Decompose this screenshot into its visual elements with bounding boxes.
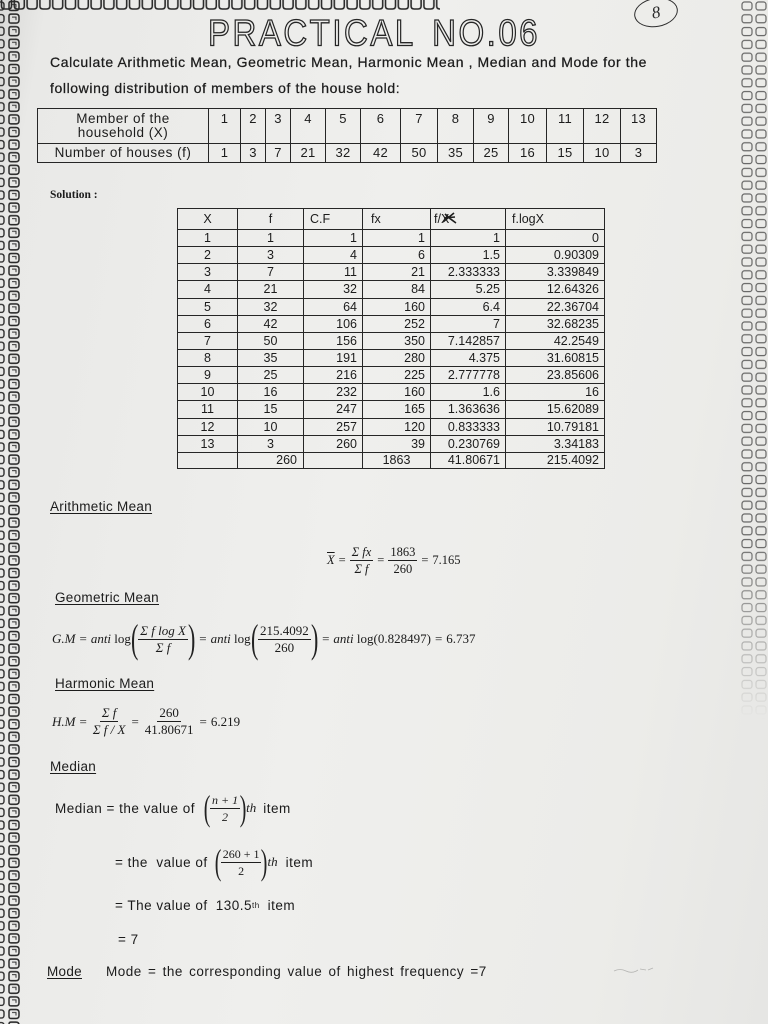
houses-value: 7 (266, 144, 291, 163)
cell-cf: 247 (304, 401, 363, 418)
table-row (178, 247, 605, 264)
pen-strike-mark (442, 210, 458, 226)
cell-fx: 6 (363, 247, 431, 264)
geometric-mean-formula (52, 618, 476, 660)
member-value: 5 (326, 109, 361, 144)
median-step-1 (55, 789, 291, 827)
fraction-denominator: 260 (393, 562, 413, 576)
member-label: Member of the household (X) (38, 109, 209, 144)
cell-x: 4 (178, 281, 238, 298)
table-row (178, 384, 605, 401)
cell-f-over-x: 1 (431, 230, 506, 247)
cell-f-log-x: 12.64326 (506, 281, 605, 298)
cell-f-over-x: 5.25 (431, 281, 506, 298)
cell-f-log-x: 0.90309 (506, 247, 605, 264)
cell-f: 15 (238, 401, 304, 418)
cell-x: 8 (178, 349, 238, 366)
cell-f-over-x: 0.833333 (431, 418, 506, 435)
cell-f: 10 (238, 418, 304, 435)
cell-f-over-x: 7 (431, 315, 506, 332)
cell-x: 12 (178, 418, 238, 435)
fraction-denominator: Σ f / X (92, 722, 126, 737)
houses-value: 32 (326, 144, 361, 163)
houses-value: 50 (401, 144, 438, 163)
arithmetic-mean-formula (327, 545, 461, 576)
item-label: item (285, 854, 314, 870)
question-line-1: Calculate Arithmetic Mean, Geometric Mean, Harmonic Mean , Median and Mode for the (50, 54, 648, 70)
cell-fx: 280 (363, 349, 431, 366)
cell-fx: 39 (363, 435, 431, 452)
cell-cf: 106 (304, 315, 363, 332)
cell-f-log-x: 16 (506, 384, 605, 401)
spiral-binding-left (0, 0, 30, 1024)
cell-cf: 32 (304, 281, 363, 298)
total-x (178, 452, 238, 468)
table-row (178, 315, 605, 332)
equals-sign: = (377, 553, 385, 567)
gm-symbol: G.M (52, 631, 76, 646)
member-value: 12 (584, 109, 621, 144)
equals-sign: = (421, 553, 429, 567)
median-step-3 (115, 898, 295, 913)
cell-f-log-x: 31.60815 (506, 349, 605, 366)
header-label: fx (371, 212, 381, 226)
houses-value: 25 (474, 144, 509, 163)
fraction-numerator: Σ fx (351, 545, 372, 559)
median-heading: Median (50, 759, 97, 774)
cell-cf: 260 (304, 435, 363, 452)
sum-fx-over-sum-f-fraction (350, 545, 374, 576)
median-step-2 (115, 843, 313, 881)
totals-row (178, 452, 605, 468)
houses-value: 16 (509, 144, 547, 163)
cell-cf: 156 (304, 332, 363, 349)
member-value: 8 (438, 109, 474, 144)
total-f-log-x: 215.4092 (506, 452, 605, 468)
member-value: 13 (621, 109, 657, 144)
cell-f-over-x: 2.333333 (431, 264, 506, 281)
marks-value: 8 (650, 1, 662, 23)
cell-f: 50 (238, 332, 304, 349)
cell-fx: 1 (363, 230, 431, 247)
member-value: 7 (401, 109, 438, 144)
total-fx: 1863 (363, 452, 431, 468)
cell-fx: 350 (363, 332, 431, 349)
mode-heading: Mode (47, 964, 82, 979)
harmonic-mean-formula (52, 706, 240, 737)
fraction-numerator: n + 1 (211, 792, 239, 807)
cell-x: 10 (178, 384, 238, 401)
total-f-over-x: 41.80671 (431, 452, 506, 468)
fraction-denominator: 41.80671 (144, 722, 194, 737)
cell-x: 13 (178, 435, 238, 452)
cell-cf: 4 (304, 247, 363, 264)
table-row (178, 435, 605, 452)
cell-cf: 257 (304, 418, 363, 435)
equals-sign: = (131, 713, 139, 729)
table-row (178, 418, 605, 435)
x-bar-symbol: $\overline{X}$ (327, 553, 335, 567)
cell-f-log-x: 15.62089 (506, 401, 605, 418)
arithmetic-mean-heading: Arithmetic Mean (50, 499, 153, 514)
spiral-binding-top (0, 0, 440, 11)
open-parenthesis: ( (250, 616, 259, 661)
table-row (178, 401, 605, 418)
cell-f-log-x: 32.68235 (506, 315, 605, 332)
houses-value: 42 (361, 144, 401, 163)
member-value: 4 (291, 109, 326, 144)
table-header-row (178, 209, 605, 230)
header-f-over-x (431, 209, 506, 230)
cell-f: 3 (238, 435, 304, 452)
anti-label: anti (210, 631, 231, 646)
header-label: f/X (434, 212, 450, 226)
cell-fx: 21 (363, 264, 431, 281)
values-fraction (221, 847, 262, 878)
cell-f-over-x: 0.230769 (431, 435, 506, 452)
median-result: = 7 (118, 932, 139, 947)
cell-cf: 11 (304, 264, 363, 281)
header-label: f.logX (512, 212, 544, 226)
fraction-numerator: Σ f log X (140, 622, 186, 638)
sum-flogx-over-sum-f-fraction (138, 624, 188, 655)
open-parenthesis: ( (130, 616, 139, 661)
geometric-mean-heading: Geometric Mean (55, 590, 159, 605)
houses-value: 10 (584, 144, 621, 163)
member-value: 6 (361, 109, 401, 144)
circled-marks (632, 0, 680, 31)
cell-f: 42 (238, 315, 304, 332)
cell-f: 25 (238, 367, 304, 384)
equals-sign: = (199, 631, 207, 646)
fraction-denominator: 2 (238, 863, 245, 878)
values-fraction (143, 706, 196, 737)
sum-f-over-sum-f-by-x-fraction (91, 706, 128, 737)
member-value: 1 (209, 109, 241, 144)
cell-fx: 165 (363, 401, 431, 418)
pencil-scribble (612, 962, 656, 978)
cell-f-over-x: 1.363636 (431, 401, 506, 418)
close-parenthesis: ) (239, 788, 247, 828)
close-parenthesis: ) (310, 616, 319, 661)
cell-cf: 64 (304, 298, 363, 315)
fraction-denominator: Σ f (155, 639, 171, 655)
header-f (238, 209, 304, 230)
values-fraction (258, 624, 311, 655)
cell-fx: 252 (363, 315, 431, 332)
item-label: item (267, 898, 296, 913)
total-f: 260 (238, 452, 304, 468)
harmonic-mean-result: 6.219 (210, 713, 241, 729)
cell-fx: 225 (363, 367, 431, 384)
member-value: 2 (241, 109, 266, 144)
cell-fx: 160 (363, 298, 431, 315)
houses-value: 15 (547, 144, 584, 163)
table-row (178, 281, 605, 298)
close-parenthesis: ) (261, 842, 268, 882)
fraction-denominator: 2 (222, 809, 229, 824)
log-label: log (234, 631, 251, 646)
cell-x: 2 (178, 247, 238, 264)
cell-f: 3 (238, 247, 304, 264)
distribution-table (37, 108, 657, 163)
equals-sign: = (79, 713, 87, 729)
ordinal-th: th (267, 854, 278, 869)
houses-label: Number of houses (f) (38, 144, 209, 163)
cell-f-log-x: 3.339849 (506, 264, 605, 281)
cell-x: 9 (178, 367, 238, 384)
solution-label: Solution : (50, 189, 98, 201)
fraction-numerator: 260 (159, 705, 179, 720)
table-row (178, 298, 605, 315)
cell-f: 32 (238, 298, 304, 315)
fraction-numerator: 215.4092 (260, 622, 309, 638)
cell-fx: 84 (363, 281, 431, 298)
table-row (178, 230, 605, 247)
cell-cf: 216 (304, 367, 363, 384)
header-label: f (268, 212, 273, 226)
ordinal-th: th (251, 901, 260, 910)
equals-sign: = (322, 631, 330, 646)
member-value: 11 (547, 109, 584, 144)
step-text: = The value of (115, 898, 208, 913)
cell-f: 16 (238, 384, 304, 401)
header-label: C.F (310, 212, 331, 226)
header-f-log-x (506, 209, 605, 230)
antilog-argument: log(0.828497) (356, 631, 431, 646)
anti-label: anti (90, 631, 112, 646)
table-row (178, 367, 605, 384)
cell-cf: 191 (304, 349, 363, 366)
header-label: X (203, 212, 212, 226)
cell-x: 1 (178, 230, 238, 247)
fraction-numerator: 260 + 1 (222, 846, 260, 861)
houses-value: 21 (291, 144, 326, 163)
table-row (178, 264, 605, 281)
member-value: 10 (509, 109, 547, 144)
houses-value: 3 (241, 144, 266, 163)
cell-f-over-x: 1.6 (431, 384, 506, 401)
fraction-denominator: 260 (274, 639, 295, 655)
cell-f-log-x: 23.85606 (506, 367, 605, 384)
page-title: PRACTICAL NO.06 (208, 11, 541, 54)
table-row (178, 332, 605, 349)
fraction-numerator: 1863 (390, 545, 416, 559)
member-row (38, 109, 657, 144)
cell-f-log-x: 10.79181 (506, 418, 605, 435)
question-line-2: following distribution of members of the house hold: (50, 80, 401, 96)
log-label: log (114, 631, 131, 646)
cell-x: 6 (178, 315, 238, 332)
houses-value: 1 (209, 144, 241, 163)
spiral-binding-right (738, 0, 768, 720)
cell-f-log-x: 3.34183 (506, 435, 605, 452)
cell-f-over-x: 7.142857 (431, 332, 506, 349)
close-parenthesis: ) (187, 616, 196, 661)
houses-row (38, 144, 657, 163)
values-fraction (388, 545, 417, 576)
cell-x: 5 (178, 298, 238, 315)
houses-value: 3 (621, 144, 657, 163)
geometric-mean-result: 6.737 (446, 631, 476, 646)
equals-sign: = (79, 631, 87, 646)
cell-f-over-x: 6.4 (431, 298, 506, 315)
step-text: Median = the value of (55, 800, 195, 816)
cell-f-log-x: 0 (506, 230, 605, 247)
equals-sign: = (434, 631, 443, 646)
harmonic-mean-heading: Harmonic Mean (55, 676, 155, 691)
median-position: 130.5 (215, 898, 252, 913)
open-parenthesis: ( (214, 842, 221, 882)
table-row (178, 349, 605, 366)
cell-f-log-x: 42.2549 (506, 332, 605, 349)
calculation-table (177, 208, 605, 469)
cell-cf: 232 (304, 384, 363, 401)
mode-statement: Mode = the corresponding value of highest frequency =7 (106, 964, 487, 979)
cell-x: 7 (178, 332, 238, 349)
item-label: item (263, 800, 291, 816)
header-fx (363, 209, 431, 230)
cell-fx: 160 (363, 384, 431, 401)
open-parenthesis: ( (203, 788, 211, 828)
header-x (178, 209, 238, 230)
n-plus-1-over-2-fraction (210, 793, 240, 824)
fraction-numerator: Σ f (101, 705, 117, 720)
cell-f: 7 (238, 264, 304, 281)
member-value: 9 (474, 109, 509, 144)
cell-cf: 1 (304, 230, 363, 247)
cell-f: 1 (238, 230, 304, 247)
anti-label: anti (333, 631, 354, 646)
cell-f-over-x: 4.375 (431, 349, 506, 366)
cell-fx: 120 (363, 418, 431, 435)
cell-f: 35 (238, 349, 304, 366)
cell-x: 3 (178, 264, 238, 281)
ordinal-th: th (246, 800, 257, 815)
cell-x: 11 (178, 401, 238, 418)
cell-f: 21 (238, 281, 304, 298)
arithmetic-mean-result: 7.165 (432, 553, 461, 567)
hm-symbol: H.M (52, 713, 76, 729)
step-text: = the value of (115, 854, 208, 870)
header-cf (304, 209, 363, 230)
member-value: 3 (266, 109, 291, 144)
total-cf (304, 452, 363, 468)
equals-sign: = (199, 713, 207, 729)
equals-sign: = (338, 553, 346, 567)
cell-f-over-x: 1.5 (431, 247, 506, 264)
fraction-denominator: Σ f (354, 562, 369, 576)
houses-value: 35 (438, 144, 474, 163)
cell-f-log-x: 22.36704 (506, 298, 605, 315)
cell-f-over-x: 2.777778 (431, 367, 506, 384)
